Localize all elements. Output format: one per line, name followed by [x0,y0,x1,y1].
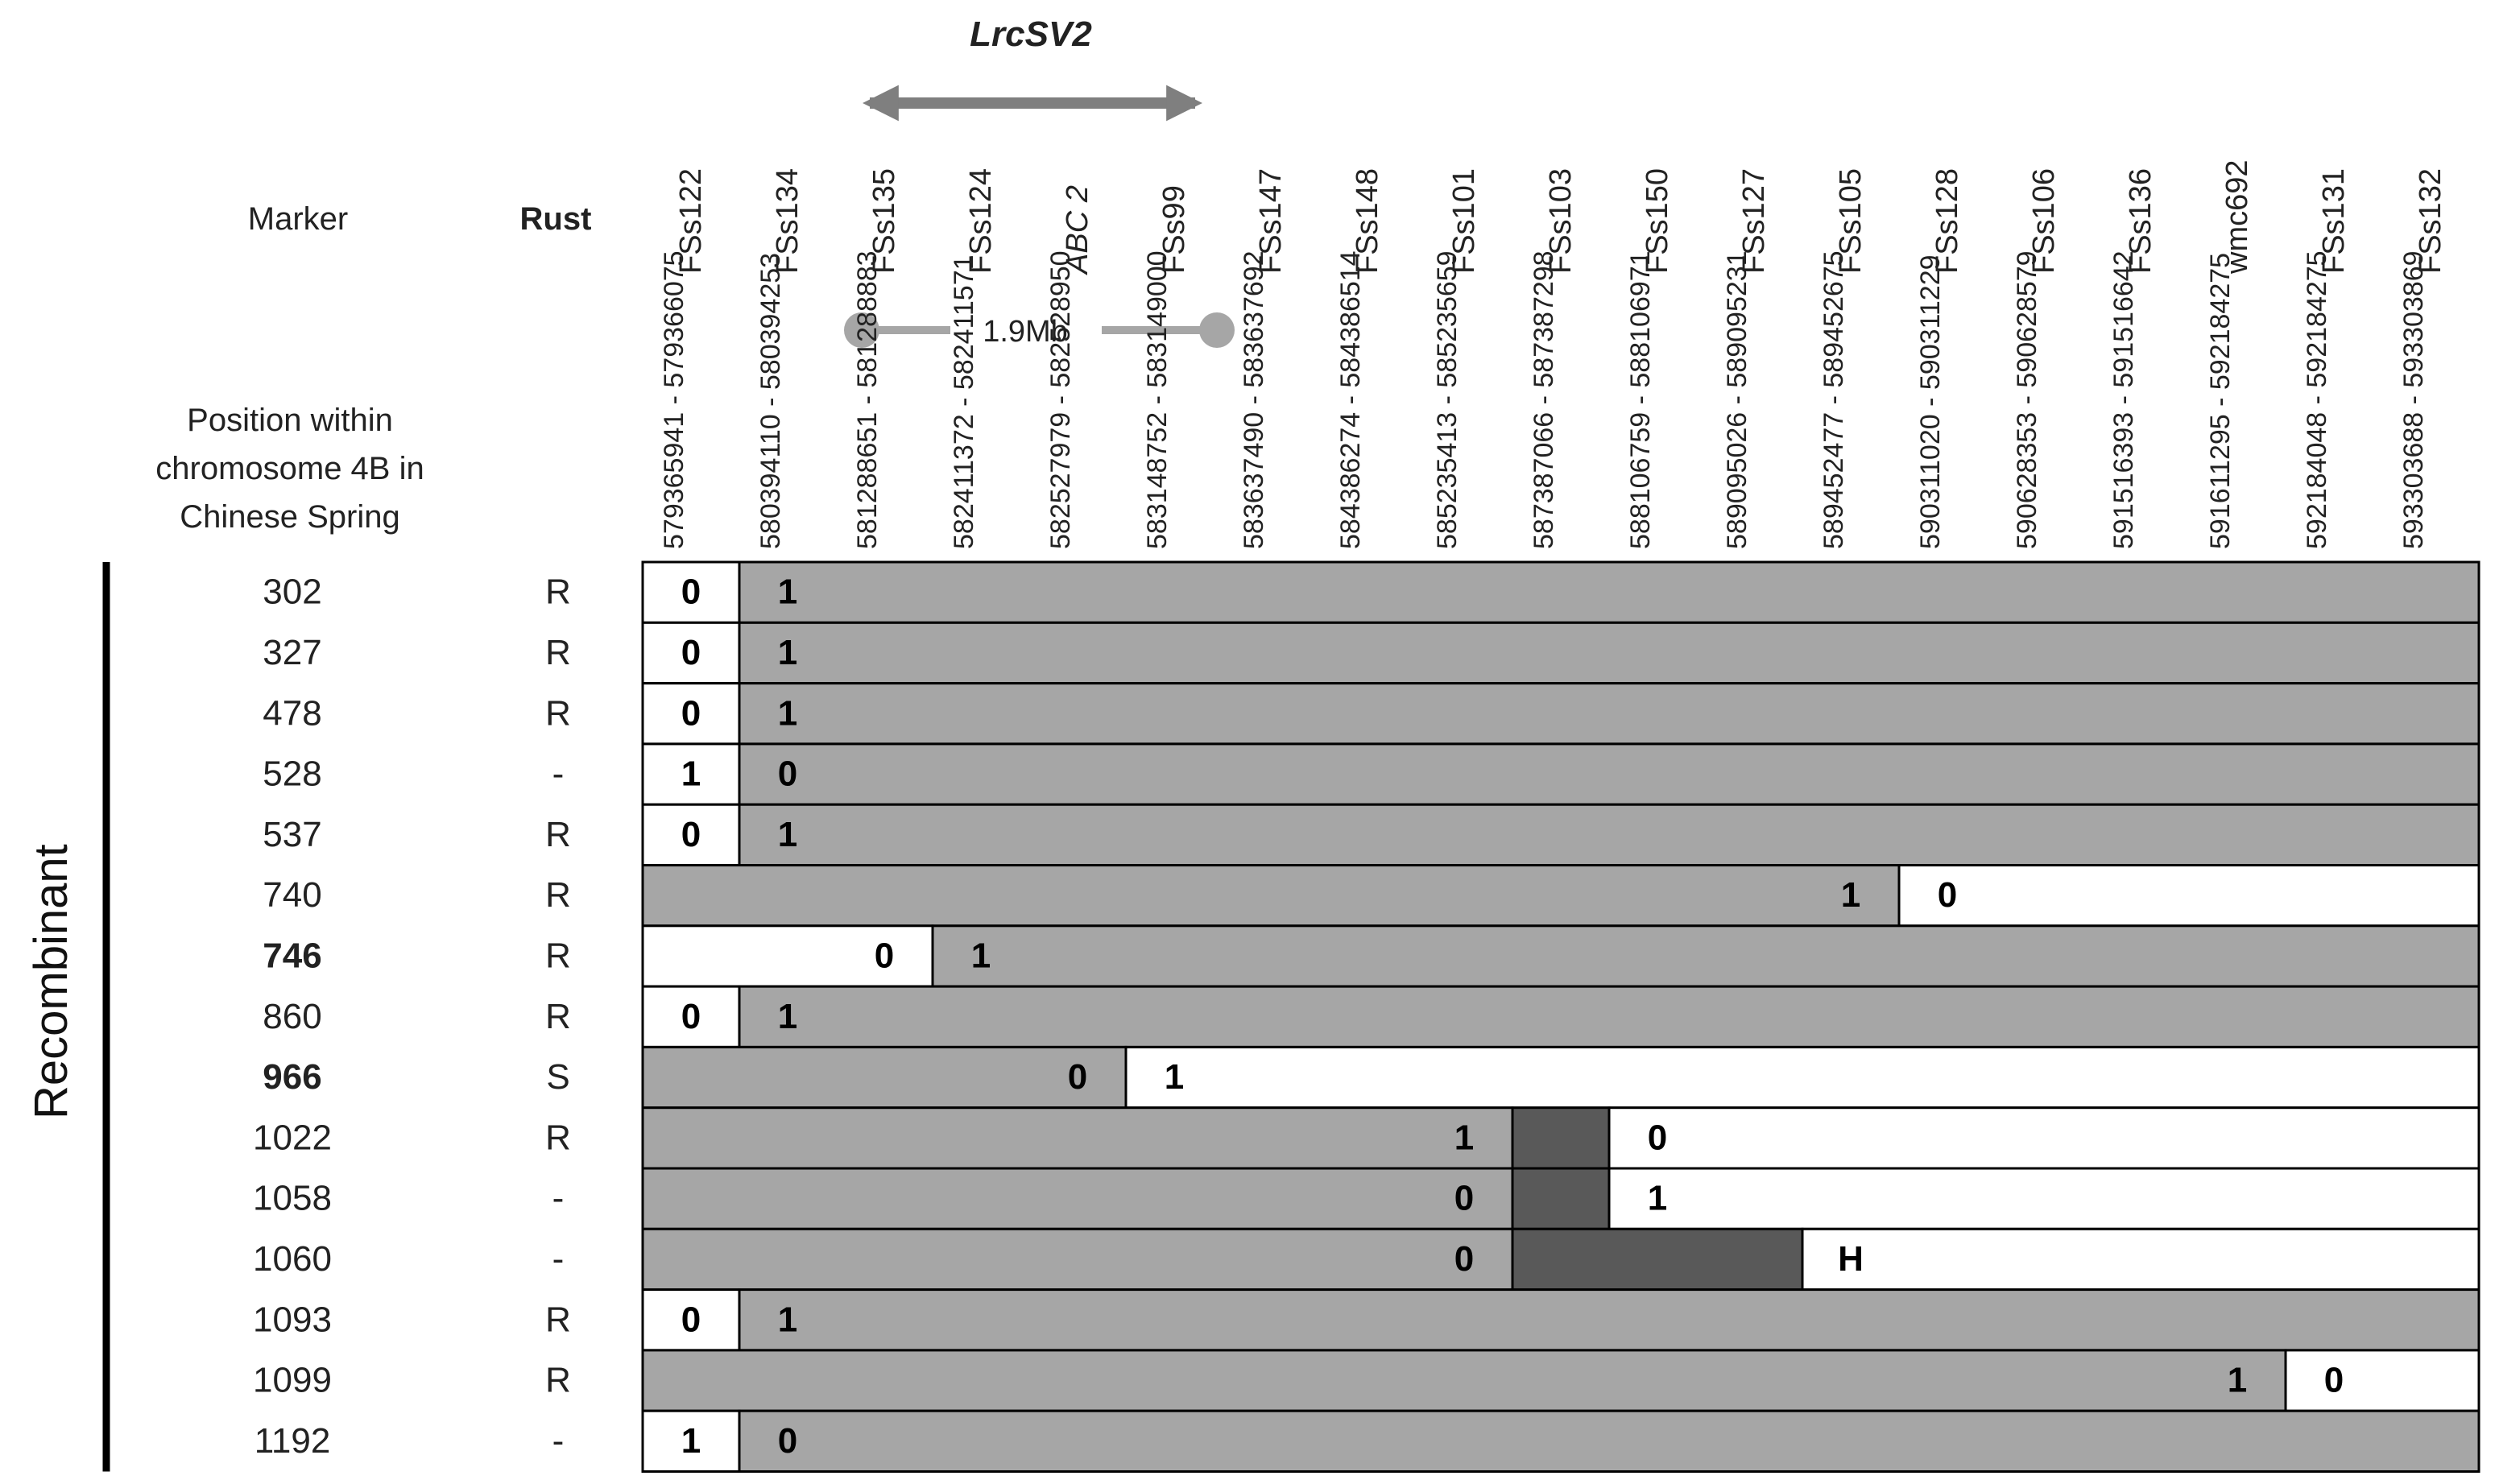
marker-name: FSs135 [867,168,901,274]
row-rust-phenotype: - [552,1238,565,1279]
marker-name: FSs127 [1737,168,1771,274]
genotype-segment-grey [643,866,1899,926]
genotype-score: 1 [1164,1057,1185,1097]
row-rust-phenotype: R [545,1118,571,1158]
genotype-segment-white [2286,1350,2479,1411]
genotype-score: 0 [681,996,701,1036]
recombinant-row [263,804,2479,865]
marker-position-range: 590628353 - 590628579 [2012,250,2042,549]
genotype-segment-grey [739,622,2479,683]
row-rust-phenotype: S [546,1057,570,1097]
genotype-score: 1 [970,936,991,976]
row-line-label: 1022 [253,1118,332,1158]
row-rust-phenotype: - [552,1178,565,1218]
genotype-score: 0 [681,1300,701,1340]
marker-position-range: 582411372 - 582411571 [949,254,979,549]
marker-name: FSs124 [964,168,998,274]
row-rust-phenotype: R [545,875,571,916]
marker-position-range: 590311020 - 590311229 [1915,254,1946,549]
marker-position-range: 585235413 - 585235659 [1432,250,1463,549]
row-line-label: 1060 [253,1238,332,1279]
genotype-segment-grey [739,684,2479,744]
marker-name: FSs103 [1544,168,1578,274]
genotype-segment-dark [1512,1168,1609,1229]
genotype-segment-grey [739,1290,2479,1350]
marker-name: FSs134 [771,168,805,274]
marker-name: FSs106 [2027,168,2061,274]
row-rust-phenotype: R [545,572,571,612]
recombinant-row [253,1290,2479,1350]
row-line-label: 966 [263,1057,322,1097]
genotype-score: 0 [681,632,701,672]
position-header-line-1: Position within [187,403,393,438]
genotype-segment-grey [643,1108,1512,1168]
recombinant-row [263,744,2479,804]
marker-position-range: 587387066 - 587387298 [1529,250,1559,549]
marker-name: FSs105 [1834,168,1868,274]
genotype-score: 0 [681,693,701,734]
genotype-score: 1 [777,632,798,672]
row-line-label: 537 [263,814,322,854]
marker-position-range: 588106759 - 588106971 [1625,250,1656,549]
row-rust-phenotype: R [545,936,571,976]
marker-position-range: 584386274 - 584386514 [1335,250,1366,549]
genotype-score: 1 [777,693,798,734]
recombinant-row [263,926,2479,986]
marker-name: FSs132 [2414,168,2447,274]
position-header-line-3: Chinese Spring [180,499,400,535]
genotype-segment-white [1609,1168,2479,1229]
genotype-score: 1 [681,754,701,794]
interval-dot-right [1199,312,1235,348]
genotype-score: 0 [681,814,701,854]
row-rust-phenotype: R [545,632,571,672]
row-line-label: 478 [263,693,322,734]
genotype-score: 1 [1647,1178,1668,1218]
genotype-segment-dark [1512,1108,1609,1168]
recombinant-row [253,1350,2479,1411]
row-rust-phenotype: R [545,693,571,734]
row-line-label: 1099 [253,1360,332,1400]
row-line-label: 528 [263,754,322,794]
genotype-segment-grey [643,1168,1512,1229]
genotype-score: 0 [1454,1238,1475,1279]
marker-name: FSs101 [1447,168,1481,274]
rust-column-header: Rust [519,201,592,237]
genotype-segment-grey [643,1047,1126,1107]
recombinant-label: Recombinant [25,844,77,1119]
gene-title: LrcSV2 [970,14,1092,54]
genotype-segment-grey [933,926,2479,986]
genotype-score: 1 [1454,1118,1475,1158]
marker-name: wmc692 [2220,159,2254,274]
genotype-segment-grey [739,804,2479,865]
recombinant-row [263,562,2479,622]
position-header-line-2: chromosome 4B in [155,451,424,486]
marker-position-range: 583637490 - 583637692 [1239,250,1269,549]
row-rust-phenotype: - [552,754,565,794]
marker-name: FSs136 [2124,168,2158,274]
genotype-score: H [1838,1238,1864,1279]
recombinant-row [254,1411,2479,1471]
genotype-score: 0 [1067,1057,1088,1097]
genotype-segment-white [1609,1108,2479,1168]
row-line-label: 1192 [254,1420,331,1461]
marker-position-range: 589095026 - 589095231 [1722,250,1752,549]
genotype-score: 0 [2323,1360,2344,1400]
marker-position-range: 589452477 - 589452675 [1818,250,1849,549]
marker-name: FSs99 [1157,185,1191,274]
marker-name: FSs122 [674,168,708,274]
genotype-segment-grey [739,744,2479,804]
row-line-label: 860 [263,996,322,1036]
genotype-score: 0 [777,754,798,794]
row-rust-phenotype: R [545,1360,571,1400]
row-rust-phenotype: - [552,1420,565,1461]
genotype-segment-grey [739,562,2479,622]
genotype-score: 1 [681,1420,701,1461]
marker-position-range: 582527979 - 582528950 [1045,250,1076,549]
genotype-segment-white [1899,866,2479,926]
interval-size-label: 1.9Mb [983,315,1068,349]
marker-position-range: 591516393 - 591516642 [2108,250,2139,549]
row-rust-phenotype: R [545,996,571,1036]
row-line-label: 1093 [253,1300,332,1340]
recombinant-row [253,1168,2479,1229]
genotype-segment-grey [643,1350,2286,1411]
row-line-label: 740 [263,875,322,916]
genotype-segment-white [1802,1229,2479,1289]
recombinant-row [253,1229,2479,1289]
row-line-label: 746 [263,936,322,976]
marker-name: ABC 2 [1061,185,1094,274]
recombinant-row [253,1108,2479,1168]
marker-position-range: 583148752 - 583149000 [1142,250,1173,549]
genotype-score: 1 [777,996,798,1036]
marker-position-range: 580394110 - 580394253 [755,252,786,549]
marker-position-range: 591611295 - 592184275 [2205,252,2236,549]
recombinant-row [263,684,2479,744]
row-line-label: 302 [263,572,322,612]
marker-name: FSs147 [1254,168,1288,274]
marker-position-range: 593303688 - 593303869 [2398,250,2429,549]
row-rust-phenotype: R [545,1300,571,1340]
genotype-score: 0 [1647,1118,1668,1158]
genotype-score: 1 [777,814,798,854]
recombinant-row [263,622,2479,683]
genotype-score: 0 [874,936,895,976]
marker-position-range: 581288651 - 581288883 [852,250,883,549]
genotype-segment-white [1126,1047,2479,1107]
genotype-score: 1 [2227,1360,2248,1400]
genotype-segment-grey [739,1411,2479,1471]
genotype-score: 0 [777,1420,798,1461]
marker-name: FSs150 [1641,168,1674,274]
marker-position-range: 592184048 - 592184275 [2302,250,2332,549]
genotype-segment-dark [1512,1229,1802,1289]
marker-name: FSs128 [1930,168,1964,274]
row-line-label: 327 [263,632,322,672]
row-line-label: 1058 [253,1178,332,1218]
genotype-segment-grey [739,986,2479,1047]
genotype-score: 0 [1454,1178,1475,1218]
genotype-score: 0 [681,572,701,612]
marker-name: FSs131 [2317,168,2351,274]
recombinant-row [263,866,2479,926]
genotype-score: 1 [777,572,798,612]
genotype-score: 1 [777,1300,798,1340]
row-rust-phenotype: R [545,814,571,854]
recombinant-row [263,986,2479,1047]
genotype-score: 0 [1937,875,1958,916]
marker-name: FSs148 [1351,168,1384,274]
marker-column-header: Marker [247,201,349,237]
genotype-score: 1 [1840,875,1861,916]
marker-position-range: 579365941 - 579366075 [659,250,689,549]
genotype-segment-grey [643,1229,1512,1289]
recombinant-row [263,1047,2479,1107]
